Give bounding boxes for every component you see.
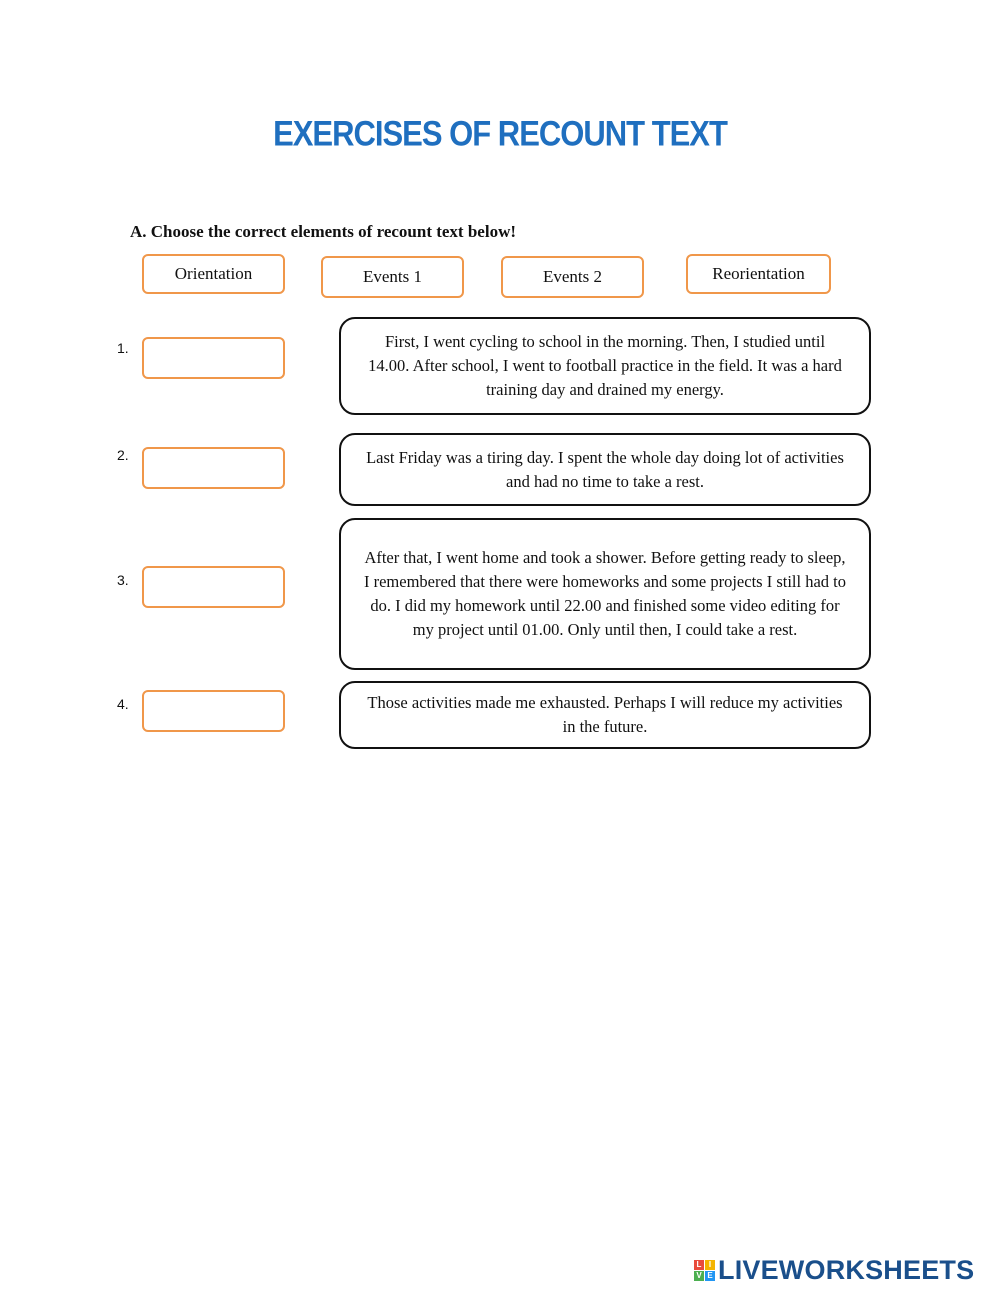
answer-drop-box-4[interactable] bbox=[142, 690, 285, 732]
option-events-1[interactable]: Events 1 bbox=[321, 256, 464, 298]
logo-mark-icon bbox=[694, 1260, 715, 1281]
passage-box-1: First, I went cycling to school in the morning. Then, I studied until 14.00. After school, I went to football practice in the field. It was a hard training day and drained my energy. bbox=[339, 317, 871, 415]
option-orientation[interactable]: Orientation bbox=[142, 254, 285, 294]
logo-letter-i: I bbox=[705, 1260, 715, 1270]
liveworksheets-logo bbox=[694, 1255, 974, 1286]
logo-letter-e: E bbox=[705, 1271, 715, 1281]
passage-box-3: After that, I went home and took a shower. Before getting ready to sleep, I remembered that there were homeworks and some projects I still had to do. I did my homework until 22.00 and finished some video editing for my project until 01.00. Only until then, I could take a rest. bbox=[339, 518, 871, 670]
question-number-2: 2. bbox=[117, 447, 129, 463]
answer-drop-box-3[interactable] bbox=[142, 566, 285, 608]
answer-drop-box-2[interactable] bbox=[142, 447, 285, 489]
logo-letter-v: V bbox=[694, 1271, 704, 1281]
option-events-2[interactable]: Events 2 bbox=[501, 256, 644, 298]
question-number-4: 4. bbox=[117, 696, 129, 712]
passage-box-4: Those activities made me exhausted. Perhaps I will reduce my activities in the future. bbox=[339, 681, 871, 749]
logo-letter-l: L bbox=[694, 1260, 704, 1270]
instruction-text: A. Choose the correct elements of recount text below! bbox=[130, 222, 517, 241]
logo-text: LIVEWORKSHEETS bbox=[718, 1255, 975, 1285]
passage-box-2: Last Friday was a tiring day. I spent the whole day doing lot of activities and had no time to take a rest. bbox=[339, 433, 871, 506]
question-number-3: 3. bbox=[117, 572, 129, 588]
page-title: EXERCISES OF RECOUNT TEXT bbox=[273, 113, 727, 154]
option-reorientation[interactable]: Reorientation bbox=[686, 254, 831, 294]
question-number-1: 1. bbox=[117, 340, 129, 356]
answer-drop-box-1[interactable] bbox=[142, 337, 285, 379]
